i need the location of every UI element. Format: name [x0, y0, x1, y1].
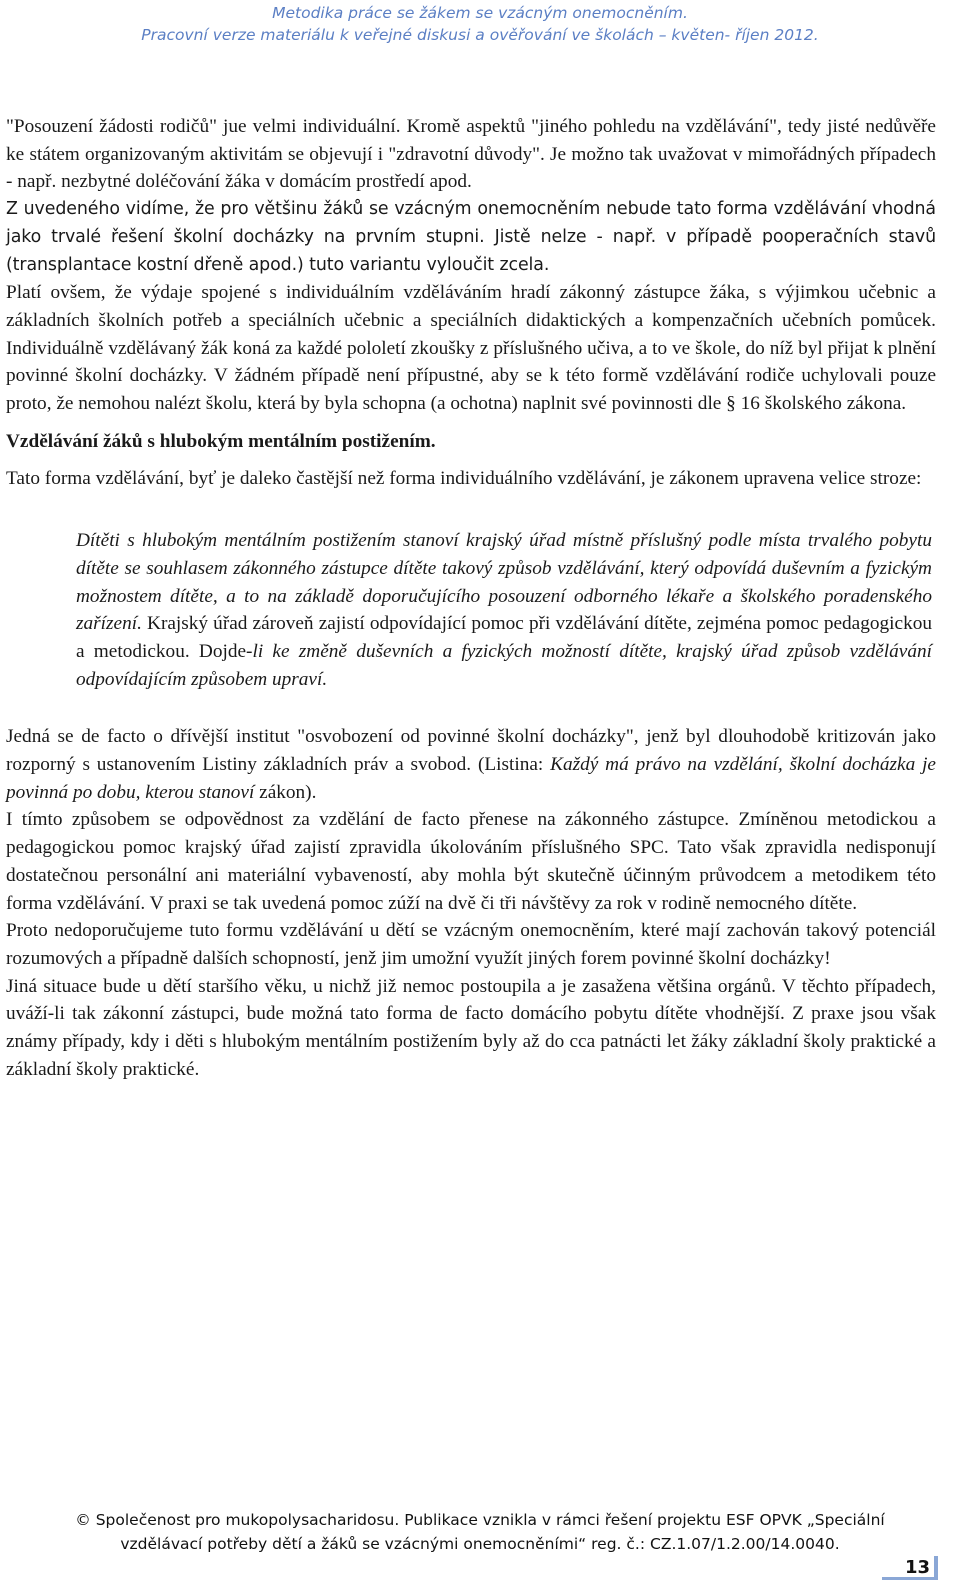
paragraph-4: Tato forma vzdělávání, byť je daleko častější než forma individuálního vzdělávání, je zákonem upravena velice stroze: [6, 468, 922, 490]
footer-line-1: © Společenost pro mukopolysacharidosu. Publikace vznikla v rámci řešení projektu ESF OPVK „Speciální [75, 1511, 885, 1529]
paragraph-3: Platí ovšem, že výdaje spojené s individuálním vzděláváním hradí zákonný zástupce žáka, s výjimkou učebnic a základních školních potřeb a speciálních učebnic a speciálních didaktických a kompenzačních učebních pomůcek. Individuálně vzdělávaný žák koná za každé pololetí zkoušky z příslušného učiva, a to ve škole, do níž byl přijat k plnění povinné školní docházky. V žádném případě není přípustné, aby se k této formě vzdělávání rodiče uchylovali pouze proto, že nemohou nalézt školu, která by byla schopna (a ochotna) naplnit své povinnosti dle § 16 školského zákona. [6, 282, 936, 415]
header-line-1: Metodika práce se žákem se vzácným onemocněním. [272, 4, 688, 22]
quote-part-1: Dítěti s hlubokým mentálním postižením stanoví krajský úřad místně příslušný podle místa trvalého pobytu dítěte se souhlasem zákonného zástupce dítěte takový způsob vzdělávání, který odpovídá duševním a fyzickým možnostem dítěte, a to na základě doporučujícího posouzení odborného lékaře a školského poradenského zařízení. [76, 530, 932, 635]
paragraph-5-italic: Každý má právo na vzdělání, školní docházka je povinná po dobu, kterou stanoví [6, 754, 936, 803]
footer-line-2: vzdělávací potřeby dětí a žáků se vzácnými onemocněními“ reg. č.: CZ.1.07/1.2.00/14.0040. [120, 1535, 840, 1553]
paragraph-5-text-2: zákon). [254, 781, 317, 803]
document-body [6, 113, 936, 1084]
paragraph-8: Jiná situace bude u dětí staršího věku, u nichž již nemoc postoupila a je zasažena většina orgánů. V těchto případech, uváží-li tak zákonní zástupci, bude možná tato forma de facto domácího pobytu dítěte vhodnější. Z praxe jsou však známy případy, kdy i děti s hlubokým mentálním postižením byly až do cca patnácti let žáky základní školy praktické a základní školy praktické. [6, 975, 936, 1080]
paragraph-2: Z uvedeného vidíme, že pro většinu žáků se vzácným onemocněním nebude tato forma vzdělávání vhodná jako trvalé řešení školní docházky na prvním stupni. Jistě nelze - např. v případě pooperačních stavů (transplantace kostní dřeně apod.) tuto variantu vyloučit zcela. [6, 199, 936, 275]
page-header [0, 2, 960, 46]
page-number: 13 [882, 1556, 938, 1580]
paragraph-1: "Posouzení žádosti rodičů" jue velmi individuální. Kromě aspektů "jiného pohledu na vzdělávání", tedy jisté nedůvěře ke státem organizovaným aktivitám se objevují i "zdravotní důvody". Je možno tak uvažovat v mimořádných případech - např. nezbytné doléčování žáka v domácím prostředí apod. [6, 116, 936, 193]
quote-part-2: Krajský úřad zároveň zajistí odpovídající pomoc při vzdělávání dítěte, zejména pomoc pedagogickou a metodickou. Dojde- [76, 613, 932, 662]
header-line-2: Pracovní verze materiálu k veřejné diskusi a ověřování ve školách – květen- říjen 2012. [141, 26, 819, 44]
paragraph-5-text-1: Jedná se de facto o dřívější institut "osvobození od povinné školní docházky", jenž byl dlouhodobě kritizován jako rozporný s ustanovením Listiny základních práv a svobod. (Listina: [6, 726, 936, 776]
page-footer [0, 1508, 960, 1556]
law-quote [76, 527, 932, 693]
paragraph-6: I tímto způsobem se odpovědnost za vzdělání de facto přenese na zákonného zástupce. Zmíněnou metodickou a pedagogickou pomoc krajský úřad zajistí zpravidla úkolováním příslušného SPC. Tato však zpravidla nedisponují dostatečnou personální ani materiální vybaveností, aby mohla být skutečně účinným průvodcem a metodikem této forma vzdělávání. V praxi se tak uvedená pomoc zúží na dvě či tři návštěvy za rok v rodině nemocného dítěte. [6, 809, 936, 914]
quote-part-3: li ke změně duševních a fyzických možností dítěte, krajský úřad způsob vzdělávání odpovídajícím způsobem upraví. [76, 640, 933, 690]
paragraph-5 [6, 723, 936, 806]
section-heading: Vzdělávání žáků s hlubokým mentálním postižením. [6, 430, 436, 452]
paragraph-7: Proto nedoporučujeme tuto formu vzdělávání u dětí se vzácným onemocněním, které mají zachován takový potenciál rozumových a případně dalších schopností, jenž jim umožní využít jiných forem povinné školní docházky! [6, 920, 936, 969]
